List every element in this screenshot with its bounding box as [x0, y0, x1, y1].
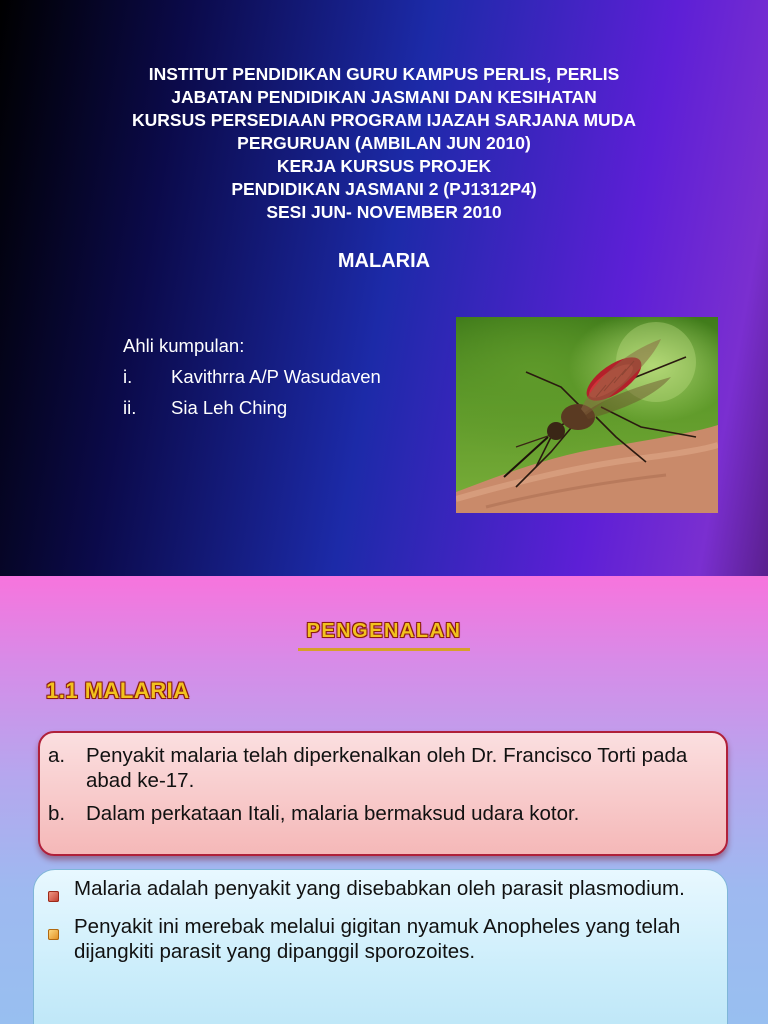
- header-line: KURSUS PERSEDIAAN PROGRAM IJAZAH SARJANA MUDA: [132, 110, 636, 130]
- institution-header: [0, 63, 768, 224]
- group-members: [123, 333, 381, 426]
- member-name: Sia Leh Ching: [171, 397, 288, 418]
- mosquito-photo: [456, 317, 718, 513]
- topic-title: MALARIA: [337, 250, 431, 272]
- fact-text: Penyakit malaria telah diperkenalkan oleh Dr. Francisco Torti pada abad ke-17.: [86, 744, 688, 792]
- fact-text: Dalam perkataan Itali, malaria bermaksud udara kotor.: [86, 802, 580, 825]
- bullet-item: [48, 876, 715, 908]
- facts-box: [38, 731, 728, 856]
- member-number: i.: [123, 366, 133, 387]
- square-bullet-icon: [48, 876, 74, 908]
- fact-item: [48, 801, 712, 826]
- square-bullet-icon: [48, 914, 74, 964]
- header-line: JABATAN PENDIDIKAN JASMANI DAN KESIHATAN: [171, 87, 597, 107]
- mosquito-icon: [456, 317, 718, 513]
- fact-label: a.: [48, 744, 66, 767]
- bullet-item: [48, 914, 715, 964]
- section-heading: 1.1 MALARIA: [46, 678, 190, 703]
- header-line: PERGURUAN (AMBILAN JUN 2010): [237, 133, 531, 153]
- slide-title: [0, 620, 768, 643]
- member-name: Kavithrra A/P Wasudaven: [171, 366, 381, 387]
- header-line: PENDIDIKAN JASMANI 2 (PJ1312P4): [231, 179, 537, 199]
- header-line: INSTITUT PENDIDIKAN GURU KAMPUS PERLIS, PERLIS: [148, 64, 620, 84]
- fact-item: [48, 743, 712, 793]
- member-number: ii.: [123, 397, 137, 418]
- slide-title-text: PENGENALAN: [306, 620, 462, 642]
- bullet-text: Penyakit ini merebak melalui gigitan nyamuk Anopheles yang telah dijangkiti parasit yang dipanggil sporozoites.: [74, 915, 681, 963]
- fact-label: b.: [48, 802, 66, 825]
- header-line: SESI JUN- NOVEMBER 2010: [266, 202, 502, 222]
- header-line: KERJA KURSUS PROJEK: [276, 156, 492, 176]
- members-label: Ahli kumpulan:: [123, 335, 245, 356]
- title-underline: [298, 648, 470, 651]
- member-item: [123, 364, 381, 395]
- description-box: [33, 869, 728, 1024]
- intro-slide: [0, 576, 768, 1024]
- member-item: [123, 395, 381, 426]
- bullet-text: Malaria adalah penyakit yang disebabkan oleh parasit plasmodium.: [74, 877, 685, 900]
